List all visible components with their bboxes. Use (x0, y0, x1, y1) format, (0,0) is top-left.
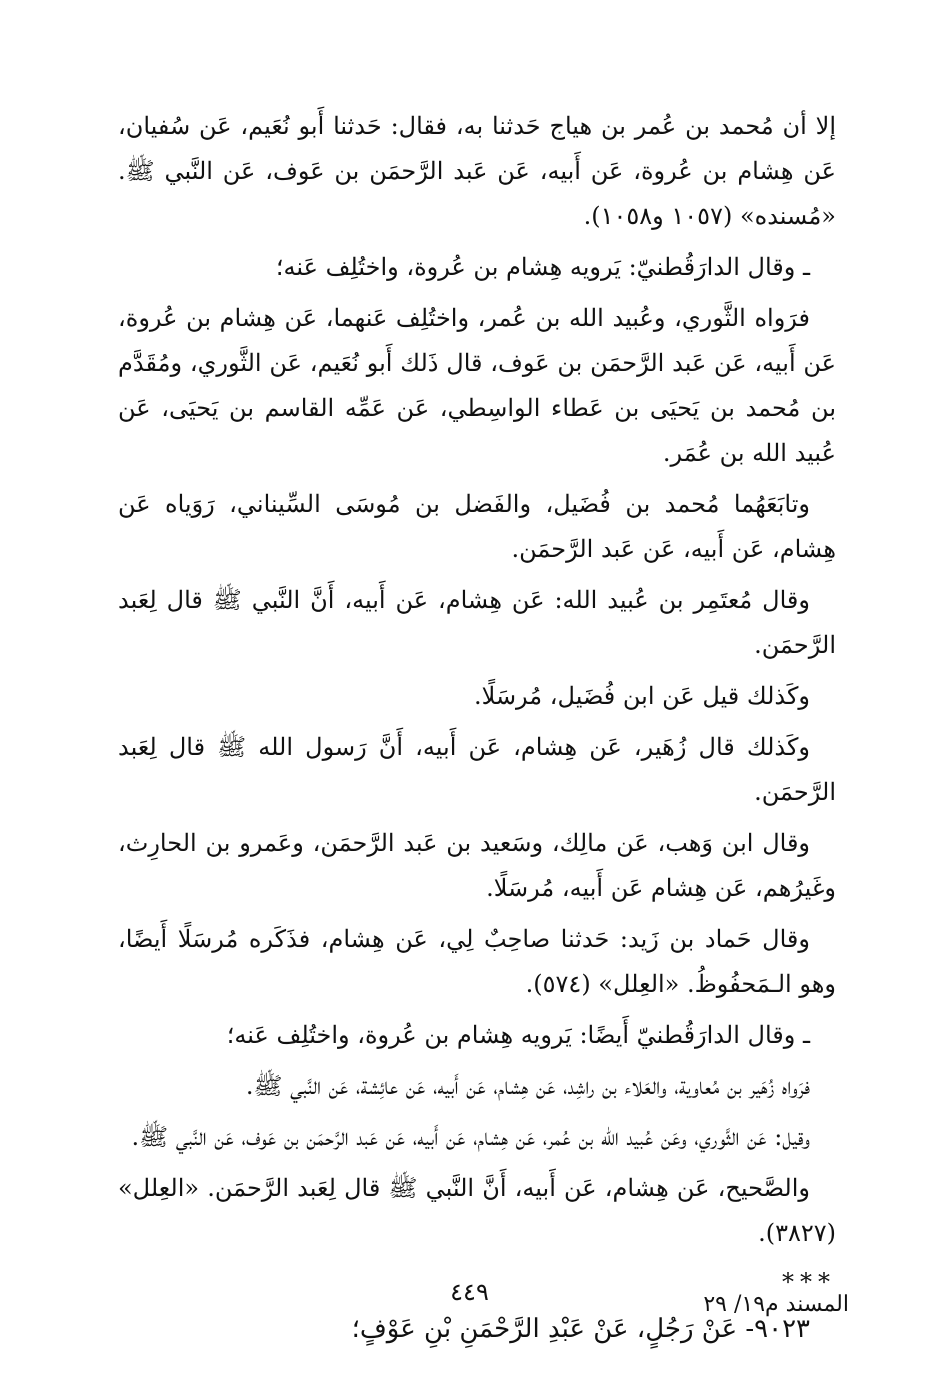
body-text (118, 104, 836, 1352)
paragraph-11: فرَواه زُهَير بن مُعاوية، والعَلاء بن راشِد، عَن هِشام، عَن أَبيه، عَن عائِشة، عَن النَّبي ﷺ. (245, 1072, 810, 1100)
paragraph-8: وقال ابن وَهب، عَن مالِك، وسَعيد بن عَبد الرَّحمَن، وعَمرو بن الحارِث، وغَيرُهم، عَن هِشام عَن أَبيه، مُرسَلًا. (118, 829, 836, 902)
paragraph-13: والصَّحيح، عَن هِشام، عَن أَبيه، أَنَّ النَّبي ﷺ قال لِعَبد الرَّحمَن. «العِلل» (٣٨٢٧). (118, 1174, 836, 1247)
hadith-entry-heading: ٩٠٢٣- عَنْ رَجُلٍ، عَنْ عَبْدِ الرَّحْمَنِ بْنِ عَوْفٍ؛ (351, 1314, 810, 1344)
paragraph-12: وقيل: عَن الثَّوري، وعَن عُبيد الله بن عُمر، عَن هِشام، عَن أَبيه، عَن عَبد الرَّحمَن بن عَوف، عَن النَّبي ﷺ. (131, 1123, 810, 1151)
paragraph-2: ـ وقال الدارَقُطنيّ: يَرويه هِشام بن عُروة، واختُلِف عَنه؛ (275, 253, 810, 281)
paragraph-9: وقال حَماد بن زَيد: حَدثنا صاحِبٌ لِي، عَن هِشام، فذَكَره مُرسَلًا أَيضًا، وهو الـمَحفُوظُ. «العِلل» (٥٧٤). (118, 925, 836, 998)
paragraph-3: فرَواه الثَّوري، وعُبيد الله بن عُمر، واختُلِف عَنهما، عَن هِشام بن عُروة، عَن أَبيه، عَن عَبد الرَّحمَن بن عَوف، قال ذَلك أَبو نُعَيم، عَن الثَّوري، ومُقَدَّم بن مُحمد بن يَحيَى بن عَطاء الواسِطي، عَن عَمِّه القاسم بن يَحيَى، عَن عُبيد الله بن عُمَر. (118, 304, 836, 467)
paragraph-10: ـ وقال الدارَقُطنيّ أَيضًا: يَرويه هِشام بن عُروة، واختُلِف عَنه؛ (226, 1021, 810, 1049)
paragraph-4: وتابَعَهُما مُحمد بن فُضَيل، والفَضل بن مُوسَى السِّيناني، رَوَياه عَن هِشام، عَن أَبيه، عَن عَبد الرَّحمَن. (118, 490, 836, 563)
paragraph-5: وقال مُعتَمِر بن عُبيد الله: عَن هِشام، عَن أَبيه، أَنَّ النَّبي ﷺ قال لِعَبد الرَّحمَن. (118, 586, 836, 659)
section-separator: *** (782, 1268, 836, 1296)
paragraph-1: إلا أن مُحمد بن عُمر بن هياج حَدثنا به، فقال: حَدثنا أَبو نُعَيم، عَن سُفيان، عَن هِشام بن عُروة، عَن أَبيه، عَن عَبد الرَّحمَن بن عَوف، عَن النَّبي ﷺ. «مُسنده» (١٠٥٧ و١٠٥٨). (118, 112, 836, 230)
page-number: ٤٤٩ (450, 1278, 489, 1306)
printer-signature: المسند م١٩/ ٢٩ (703, 1292, 849, 1317)
paragraph-6: وكَذلك قيل عَن ابن فُضَيل، مُرسَلًا. (474, 682, 810, 710)
paragraph-7: وكَذلك قال زُهَير، عَن هِشام، عَن أَبيه، أَنَّ رَسول الله ﷺ قال لِعَبد الرَّحمَن. (118, 733, 836, 806)
